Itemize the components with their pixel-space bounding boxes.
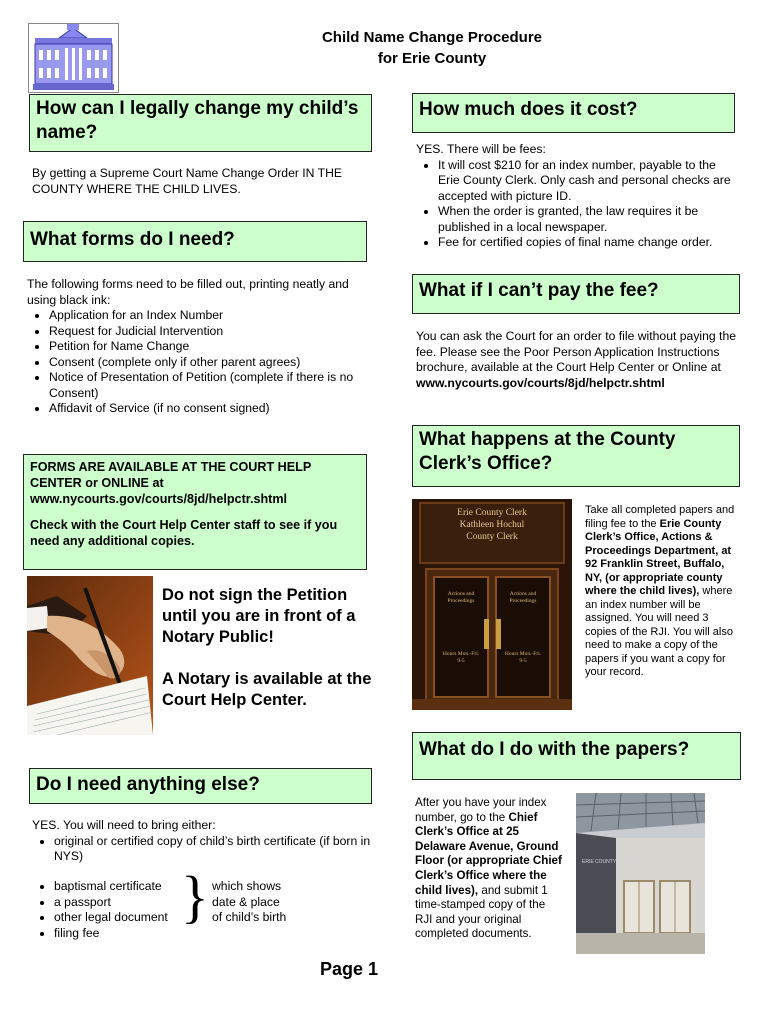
cant-pay-section bbox=[416, 329, 746, 391]
courthouse-icon bbox=[29, 24, 118, 92]
chief-clerk-address: Chief Clerk’s Office at 25 Delaware Avenue, Ground Floor (or appropriate Chief Clerk’s Office where the child lives), bbox=[415, 810, 562, 897]
heading-cant-pay-text: What if I can’t pay the fee? bbox=[419, 280, 659, 301]
heading-cost-text: How much does it cost? bbox=[419, 99, 638, 120]
forms-list-item: • Affidavit of Service (if no consent signed) bbox=[49, 401, 367, 417]
page-title bbox=[270, 27, 594, 69]
door-right-hours: Hours Mon.-Fri. 9-5 bbox=[504, 651, 542, 664]
forms-intro: The following forms need to be filled out, printing neatly and using black ink: bbox=[27, 277, 349, 307]
heading-legally-change bbox=[29, 94, 372, 152]
county-clerk-text-pre: Take all completed papers and filing fee to the bbox=[585, 504, 735, 530]
heading-anything-else bbox=[29, 768, 372, 804]
heading-papers bbox=[412, 732, 741, 780]
cost-list-item: • Fee for certified copies of final name change order. bbox=[438, 235, 736, 251]
alt-doc-item: • a passport bbox=[54, 895, 192, 911]
cost-list-item: • It will cost $210 for an index number, payable to the Erie County Clerk. Only cash and personal checks are accepted with picture ID. bbox=[438, 158, 736, 205]
svg-text:ERIE COUNTY COURT: ERIE COUNTY COURT bbox=[582, 859, 636, 865]
forms-availability-line: FORMS ARE AVAILABLE AT THE COURT HELP CENTER or ONLINE at bbox=[30, 460, 312, 490]
alt-doc-item: • filing fee bbox=[54, 926, 192, 942]
brace-note-line: of child’s birth bbox=[212, 910, 287, 924]
brace-note-line: which shows bbox=[212, 879, 282, 893]
brace-note-line: date & place bbox=[212, 894, 280, 909]
clerk-office-door-photo bbox=[412, 499, 572, 710]
door-right-label: Actions and Proceedings bbox=[509, 591, 537, 604]
cost-list-item: • When the order is granted, the law requires it be published in a local newspaper. bbox=[438, 204, 736, 235]
alt-doc-item: • other legal document bbox=[54, 910, 192, 926]
heading-cant-pay bbox=[412, 274, 740, 314]
heading-cost bbox=[412, 93, 735, 133]
signing-pen-photo bbox=[27, 576, 153, 735]
alt-doc-item: • baptismal certificate bbox=[54, 879, 192, 895]
cost-intro: YES. There will be fees: bbox=[416, 142, 546, 156]
cost-section bbox=[416, 142, 736, 251]
heading-county-clerk bbox=[412, 425, 740, 487]
answer-legally-change: By getting a Supreme Court Name Change Order IN THE COUNTY WHERE THE CHILD LIVES. bbox=[32, 166, 343, 196]
county-clerk-address: Erie County Clerk’s Office, Actions & Proceedings Department, at 92 Franklin Street, Buffalo, NY, (or appropriate county where the child lives), bbox=[585, 517, 732, 597]
forms-url-link[interactable]: www.nycourts.gov/courts/8jd/helpctr.shtml bbox=[30, 492, 288, 506]
courthouse-logo bbox=[28, 23, 119, 93]
heading-anything-else-text: Do I need anything else? bbox=[36, 774, 260, 795]
notary-warning: Do not sign the Petition until you are in front of a Notary Public! bbox=[162, 586, 356, 646]
forms-list-item: • Consent (complete only if other parent agrees) bbox=[49, 355, 367, 371]
title-line-1: Child Name Change Procedure bbox=[321, 29, 543, 46]
door-left-hours: Hours Mon.-Fri. 9-5 bbox=[442, 651, 480, 664]
birth-cert-list bbox=[32, 834, 377, 865]
heading-county-clerk-text: What happens at the County Clerk’s Office? bbox=[419, 429, 676, 474]
anything-else-section bbox=[32, 818, 377, 865]
courthouse-entrance-photo bbox=[576, 793, 705, 954]
page-number: Page 1 bbox=[320, 959, 379, 979]
forms-list-item: • Application for an Index Number bbox=[49, 308, 367, 324]
papers-text bbox=[415, 796, 563, 942]
poor-person-url-link[interactable]: www.nycourts.gov/courts/8jd/helpctr.shtml bbox=[416, 375, 665, 390]
clerk-sign-line: Kathleen Hochul bbox=[459, 520, 525, 530]
forms-list-item: • Petition for Name Change bbox=[49, 339, 367, 355]
forms-needed-section bbox=[27, 277, 367, 417]
cost-list bbox=[416, 158, 736, 251]
forms-check-note: Check with the Court Help Center staff to see if you need any additional copies. bbox=[30, 518, 338, 548]
alternative-docs-list bbox=[32, 879, 192, 941]
heading-forms-needed bbox=[23, 221, 367, 262]
forms-list bbox=[27, 308, 367, 417]
notary-info: A Notary is available at the Court Help Center. bbox=[162, 670, 372, 709]
notary-notice bbox=[162, 585, 377, 711]
heading-forms-needed-text: What forms do I need? bbox=[30, 229, 235, 250]
forms-list-item: • Request for Judicial Intervention bbox=[49, 324, 367, 340]
brace-note bbox=[212, 879, 312, 926]
county-clerk-text bbox=[585, 504, 737, 680]
door-left-label: Actions and Proceedings bbox=[447, 591, 475, 604]
forms-list-item: • Notice of Presentation of Petition (complete if there is no Consent) bbox=[49, 370, 367, 401]
anything-else-intro: YES. You will need to bring either: bbox=[32, 818, 216, 832]
clerk-sign-line: Erie County Clerk bbox=[457, 508, 527, 518]
heading-papers-text: What do I do with the papers? bbox=[419, 739, 690, 760]
title-line-2: for Erie County bbox=[377, 50, 487, 67]
papers-text-post: and submit 1 time-stamped copy of the RJI and your original completed documents. bbox=[415, 883, 548, 941]
cant-pay-answer: You can ask the Court for an order to file without paying the fee. Please see the Poor Person Application Instructions brochure, available at the Court Help Center or Online at bbox=[416, 329, 737, 374]
clerk-sign-line: County Clerk bbox=[466, 532, 518, 542]
curly-brace: } bbox=[181, 864, 209, 929]
birth-cert-item: • original or certified copy of child’s birth certificate (if born in NYS) bbox=[54, 834, 377, 865]
county-clerk-text-post: where an index number will be assigned. You will need 3 copies of the RJI. You will also need to make a copy of the papers if you want a copy for your record. bbox=[585, 585, 733, 678]
papers-text-pre: After you have your index number, go to the bbox=[415, 796, 547, 824]
heading-legally-change-text: How can I legally change my child’s name? bbox=[36, 98, 359, 143]
forms-availability-box bbox=[23, 454, 367, 570]
